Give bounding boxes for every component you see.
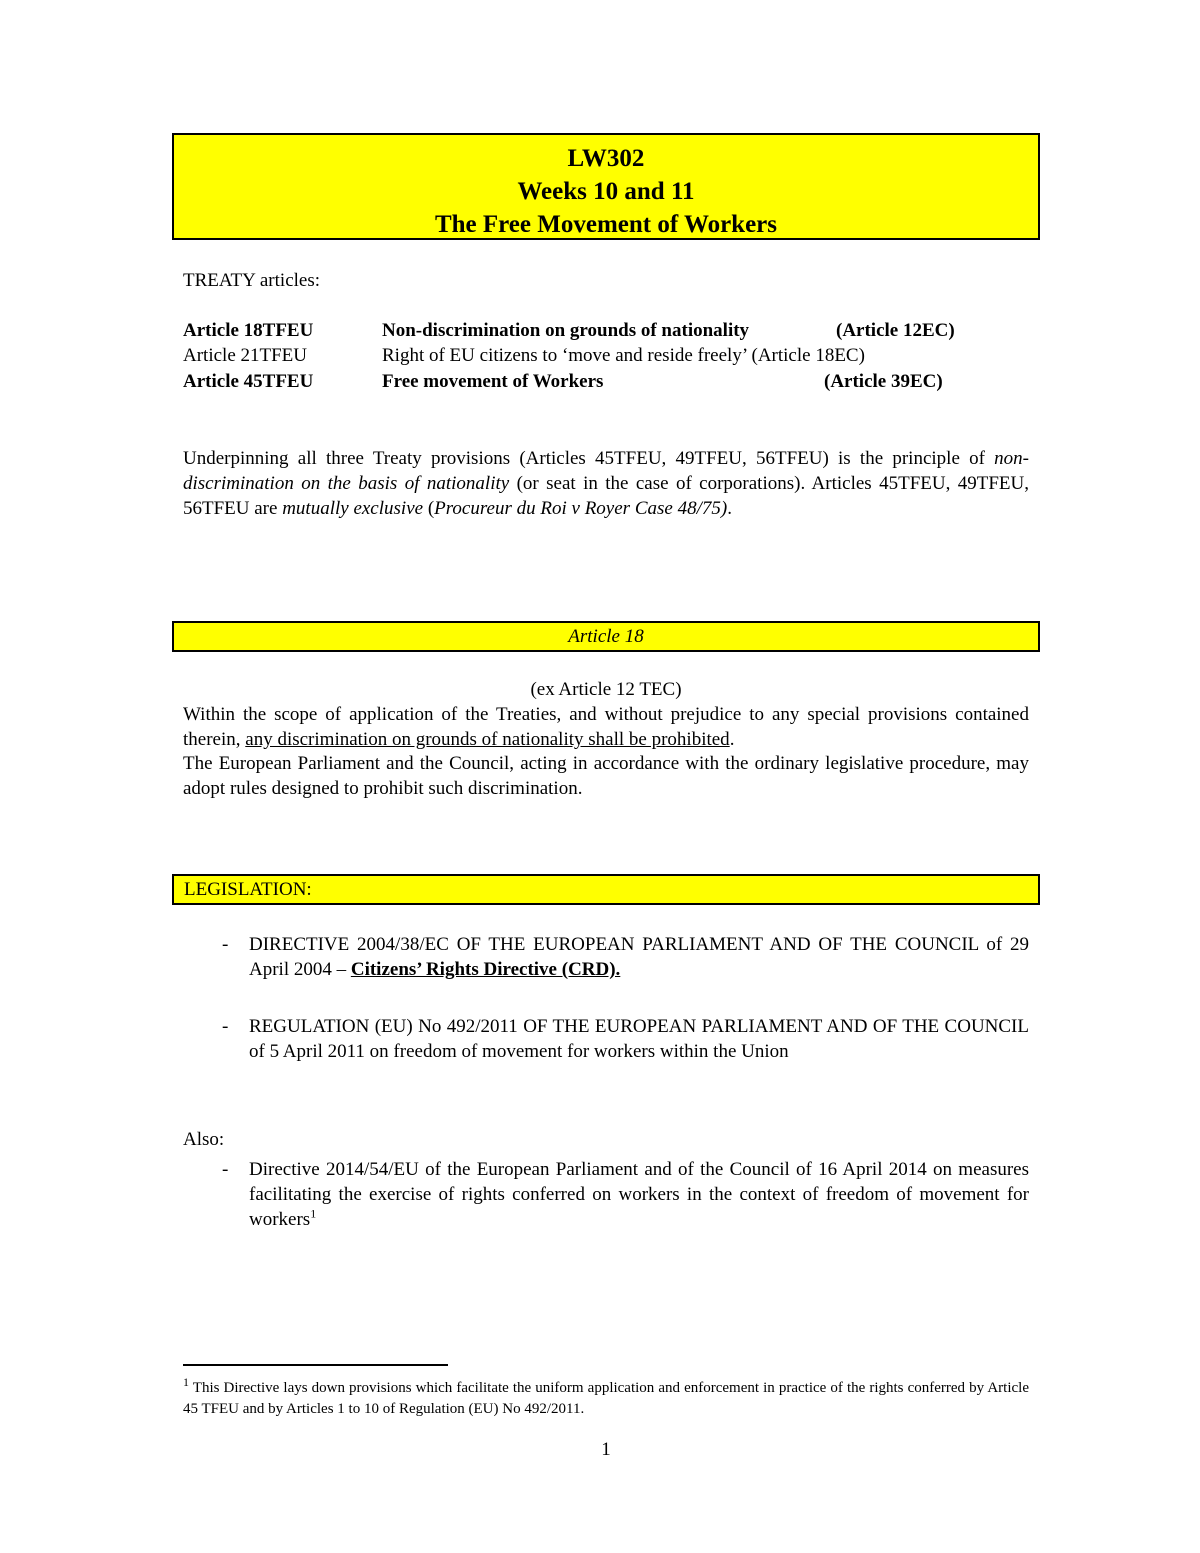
footnote-marker: 1	[183, 1375, 189, 1389]
legislation-header: LEGISLATION:	[172, 874, 1040, 905]
treaty-ec-ref: (Article 39EC)	[824, 371, 943, 392]
treaty-description: Right of EU citizens to ‘move and reside freely’ (Article 18EC)	[382, 345, 865, 366]
legislation-item-directive: DIRECTIVE 2004/38/EC OF THE EUROPEAN PARLIAMENT AND OF THE COUNCIL of 29 April 2004 – Citizens’ Rights Directive (CRD).	[249, 934, 1029, 980]
treaty-article: Article 18TFEU	[183, 320, 314, 341]
bullet-dash: -	[222, 1159, 229, 1180]
footnote-ref[interactable]: 1	[310, 1206, 317, 1221]
treaty-ec-ref: (Article 12EC)	[836, 320, 955, 341]
article-18-paragraph-1: Within the scope of application of the Treaties, and without prejudice to any special provisions contained therein, any discrimination on grounds of nationality shall be prohibited.	[183, 704, 1029, 750]
treaty-description: Non-discrimination on grounds of nationality	[382, 320, 750, 341]
footnote-separator	[183, 1364, 448, 1366]
treaty-article: Article 45TFEU	[183, 371, 314, 392]
bullet-dash: -	[222, 1016, 229, 1037]
article-18-header: Article 18	[172, 621, 1040, 652]
underpinning-paragraph: Underpinning all three Treaty provisions (Articles 45TFEU, 49TFEU, 56TFEU) is the principle of non-discrimination on the basis of nationality (or seat in the case of corporations). Articles 45TFEU, 49TFEU, 56TFEU are mutually exclusive (Procureur du Roi v Royer Case 48/75).	[183, 448, 1029, 519]
topic-title: The Free Movement of Workers	[434, 211, 778, 238]
also-label: Also:	[183, 1129, 225, 1150]
weeks-title: Weeks 10 and 11	[517, 178, 695, 205]
treaty-article: Article 21TFEU	[183, 345, 308, 366]
treaty-description: Free movement of Workers	[382, 371, 604, 392]
page-number: 1	[601, 1439, 611, 1460]
legislation-item-directive-2014: Directive 2014/54/EU of the European Parliament and of the Council of 16 April 2014 on measures facilitating the exercise of rights conferred on workers in the context of freedom of movement for workers$^1$	[249, 1159, 1029, 1230]
treaty-intro: TREATY articles:	[183, 270, 321, 291]
ex-article-ref: (ex Article 12 TEC)	[530, 679, 682, 700]
article-18-paragraph-2: The European Parliament and the Council, acting in accordance with the ordinary legislative procedure, may adopt rules designed to prohibit such discrimination.	[183, 753, 1029, 799]
title-box	[172, 133, 1040, 240]
course-code: LW302	[567, 145, 645, 172]
footnote: $^1$ This Directive lays down provisions which facilitate the uniform application and enforcement in practice of the rights conferred by Article 45 TFEU and by Articles 1 to 10 of Regulation (EU) No 492/2011.	[183, 1375, 1029, 1417]
legislation-item-regulation: REGULATION (EU) No 492/2011 OF THE EUROPEAN PARLIAMENT AND OF THE COUNCIL of 5 April 2011 on freedom of movement for workers within the Union	[249, 1016, 1029, 1062]
bullet-dash: -	[222, 934, 229, 955]
